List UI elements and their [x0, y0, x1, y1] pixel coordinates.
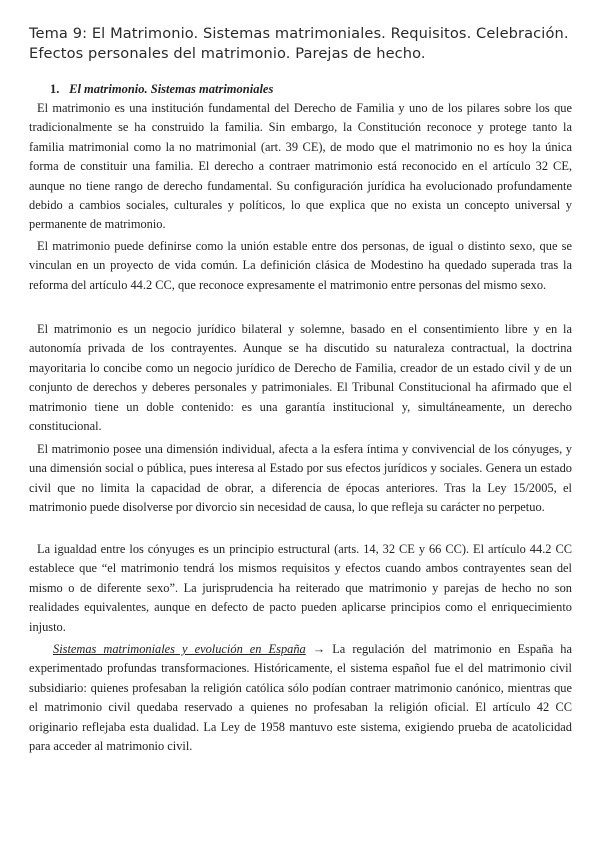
- paragraph-6: [29, 640, 572, 756]
- document-title: Tema 9: El Matrimonio. Sistemas matrimoniales. Requisitos. Celebración. Efectos personales del matrimonio. Parejas de hecho.: [29, 25, 569, 62]
- subsection-lead: Sistemas matrimoniales y evolución en España: [53, 642, 306, 656]
- arrow-icon: →: [312, 642, 326, 656]
- section-heading: [50, 82, 273, 97]
- paragraph-2: El matrimonio puede definirse como la unión estable entre dos personas, de igual o distinto sexo, que se vinculan en un proyecto de vida común. La definición clásica de Modestino ha quedado superada tras la reforma del artículo 44.2 CC, que reconoce expresamente el matrimonio entre personas del mismo sexo.: [29, 239, 572, 292]
- section-heading-text: El matrimonio. Sistemas matrimoniales: [69, 82, 274, 96]
- section-number: 1.: [50, 82, 60, 96]
- paragraph-3: El matrimonio es un negocio jurídico bilateral y solemne, basado en el consentimiento libre y en la autonomía privada de los contrayentes. Aunque se ha discutido su naturaleza contractual, la doctrina mayoritaria lo concibe como un negocio jurídico de Derecho de Familia, creador de un estado civil y de un conjunto de derechos y deberes personales y patrimoniales. El Tribunal Constitucional ha afirmado que el matrimonio tiene un doble contenido: es una garantía institucional y, simultáneamente, un derecho constitucional.: [29, 322, 572, 434]
- paragraph-1: El matrimonio es una institución fundamental del Derecho de Familia y uno de los pilares sobre los que tradicionalmente se ha construido la familia. Sin embargo, la Constitución reconoce y protege tanto la familia matrimonial como la no matrimonial (art. 39 CE), de modo que el matrimonio no es hoy la única forma de constituir una familia. El derecho a contraer matrimonio está reconocido en el artículo 32 CE, aunque no tiene rango de derecho fundamental. Su configuración jurídica ha evolucionado profundamente debido a cambios sociales, culturales y políticos, lo que explica que no exista un concepto universal y permanente de matrimonio.: [29, 101, 572, 232]
- paragraph-5: La igualdad entre los cónyuges es un principio estructural (arts. 14, 32 CE y 66 CC). El artículo 44.2 CC establece que “el matrimonio tendrá los mismos requisitos y efectos cuando ambos contrayentes sean del mismo o de diferente sexo”. La jurisprudencia ha reiterado que matrimonio y parejas de hecho no son realidades equivalentes, aunque en defecto de pacto pueden aplicarse principios como el enriquecimiento injusto.: [29, 542, 572, 634]
- paragraph-4: El matrimonio posee una dimensión individual, afecta a la esfera íntima y convivencial de los cónyuges, y una dimensión social o pública, pues interesa al Estado por sus efectos jurídicos y sociales. Genera un estado civil que no limita la capacidad de obrar, a diferencia de épocas anteriores. Tras la Ley 15/2005, el matrimonio puede disolverse por divorcio sin necesidad de causa, lo que refleja su carácter no perpetuo.: [29, 442, 572, 515]
- paragraph-6-text: La regulación del matrimonio en España ha experimentado profundas transformaciones. Históricamente, el sistema español fue el del matrimonio civil subsidiario: quienes profesaban la religión católica sólo podían contraer matrimonio canónico, mientras que el matrimonio civil quedaba reservado a quienes no profesaban la religión oficial. El artículo 42 CC originario reflejaba esta dualidad. La Ley de 1958 mantuvo este sistema, exigiendo prueba de acatolicidad para acceder al matrimonio civil.: [29, 642, 572, 754]
